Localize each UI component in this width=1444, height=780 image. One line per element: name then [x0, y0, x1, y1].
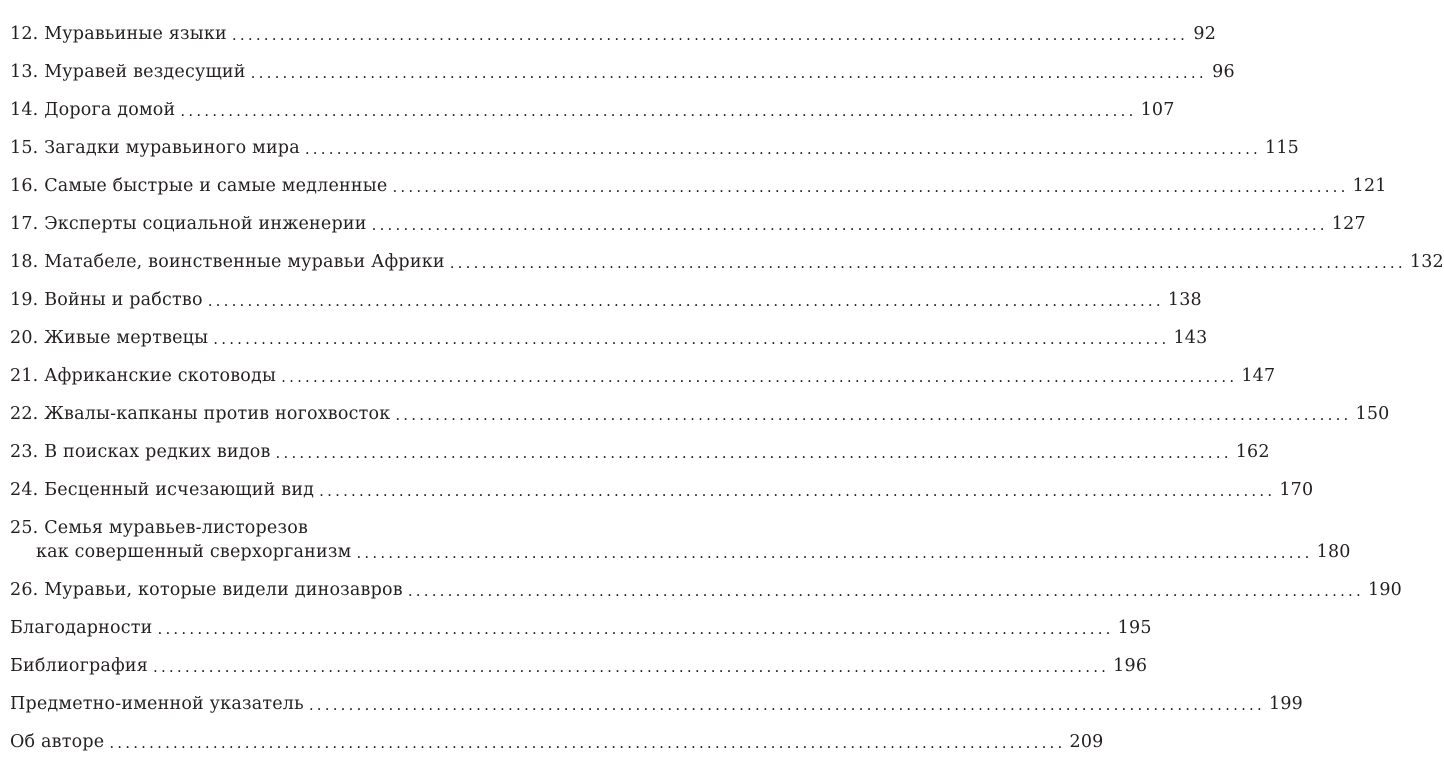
toc-entry-title: 23. В поисках редких видов — [10, 442, 271, 462]
toc-entry-title: 20. Живые мертвецы — [10, 328, 209, 348]
toc-entry[interactable] — [10, 678, 1303, 716]
toc-entry-title: 12. Муравьиные языки — [10, 24, 227, 44]
toc-entry[interactable] — [10, 502, 1351, 564]
toc-entry-page: 121 — [1352, 176, 1387, 196]
dot-leader: ........................................................................................................................ — [275, 444, 1232, 462]
dot-leader: ........................................................................................................................ — [371, 216, 1328, 234]
dot-leader: ........................................................................................................................ — [304, 140, 1262, 158]
toc-entry-page: 143 — [1173, 328, 1208, 348]
toc-entry[interactable] — [10, 426, 1270, 464]
toc-entry-page: 138 — [1167, 290, 1202, 310]
toc-entry[interactable] — [10, 388, 1390, 426]
toc-entry-title: 19. Войны и рабство — [10, 290, 203, 310]
toc-entry[interactable] — [10, 84, 1175, 122]
toc-entry[interactable] — [10, 564, 1402, 602]
toc-entry-title: 14. Дорога домой — [10, 100, 176, 120]
toc-entry-page: 132 — [1409, 252, 1444, 272]
toc-entry-page: 170 — [1279, 480, 1314, 500]
dot-leader: ........................................................................................................................ — [407, 582, 1364, 600]
dot-leader: ........................................................................................................................ — [392, 178, 1349, 196]
toc-entry-title: Предметно-именной указатель — [10, 694, 304, 714]
toc-entry[interactable] — [10, 236, 1444, 274]
toc-entry-title: Благодарности — [10, 618, 153, 638]
toc-entry-title: 22. Жвалы-капканы против ногохвосток — [10, 404, 391, 424]
toc-entry-page: 96 — [1212, 62, 1235, 82]
toc-entry[interactable] — [10, 198, 1366, 236]
toc-entry-title: 18. Матабеле, воинственные муравьи Африки — [10, 252, 445, 272]
toc-entry-title: 17. Эксперты социальной инженерии — [10, 214, 367, 234]
toc-entry-title-continuation: как совершенный сверхорганизм — [36, 542, 352, 562]
toc-entry[interactable] — [10, 8, 1217, 46]
toc-entry[interactable] — [10, 716, 1104, 754]
dot-leader: ........................................................................................................................ — [231, 26, 1189, 44]
toc-entry[interactable] — [10, 312, 1208, 350]
dot-leader: ........................................................................................................................ — [281, 368, 1238, 386]
toc-entry-page: 190 — [1367, 580, 1402, 600]
toc-entry-title: 16. Самые быстрые и самые медленные — [10, 176, 388, 196]
dot-leader: ........................................................................................................................ — [319, 482, 1276, 500]
toc-entry[interactable] — [10, 602, 1152, 640]
toc-entry-page: 150 — [1355, 404, 1390, 424]
toc-entry[interactable] — [10, 46, 1235, 84]
toc-entry-page: 92 — [1193, 24, 1217, 44]
dot-leader: ........................................................................................................................ — [152, 658, 1110, 676]
dot-leader: ........................................................................................................................ — [157, 620, 1114, 638]
dot-leader: ........................................................................................................................ — [308, 696, 1265, 714]
toc-entry-page: 196 — [1113, 656, 1148, 676]
toc-entry-title: 24. Бесценный исчезающий вид — [10, 480, 315, 500]
dot-leader: ........................................................................................................................ — [180, 102, 1137, 120]
dot-leader: ........................................................................................................................ — [213, 330, 1170, 348]
toc-entry[interactable] — [10, 350, 1276, 388]
dot-leader: ........................................................................................................................ — [449, 254, 1406, 272]
toc-entry[interactable] — [10, 274, 1202, 312]
toc-entry-title: 15. Загадки муравьиного мира — [10, 138, 300, 158]
dot-leader: ........................................................................................................................ — [109, 734, 1066, 752]
toc-entry-page: 180 — [1316, 542, 1351, 562]
dot-leader: ........................................................................................................................ — [356, 544, 1313, 562]
toc-entry-page: 195 — [1117, 618, 1152, 638]
toc-entry-title: 25. Семья муравьев-листорезов — [10, 518, 309, 538]
toc-entry-page: 209 — [1069, 732, 1104, 752]
dot-leader: ........................................................................................................................ — [207, 292, 1164, 310]
toc-entry[interactable] — [10, 122, 1300, 160]
toc-entry[interactable] — [10, 640, 1148, 678]
toc-entry-page: 115 — [1265, 138, 1300, 158]
toc-entry[interactable] — [10, 160, 1387, 198]
toc-entry-title: 26. Муравьи, которые видели динозавров — [10, 580, 403, 600]
toc-entry-page: 199 — [1268, 694, 1303, 714]
toc-entry-title: 13. Муравей вездесущий — [10, 62, 246, 82]
toc-entry-page: 127 — [1331, 214, 1366, 234]
dot-leader: ........................................................................................................................ — [395, 406, 1352, 424]
toc-entry-page: 107 — [1140, 100, 1175, 120]
toc-entry-title: 21. Африканские скотоводы — [10, 366, 277, 386]
toc-entry-title: Об авторе — [10, 732, 105, 752]
table-of-contents — [10, 8, 1444, 754]
toc-entry-title: Библиография — [10, 656, 148, 676]
toc-entry-page: 162 — [1235, 442, 1270, 462]
toc-entry[interactable] — [10, 464, 1314, 502]
dot-leader: ........................................................................................................................ — [250, 64, 1207, 82]
toc-entry-page: 147 — [1241, 366, 1276, 386]
